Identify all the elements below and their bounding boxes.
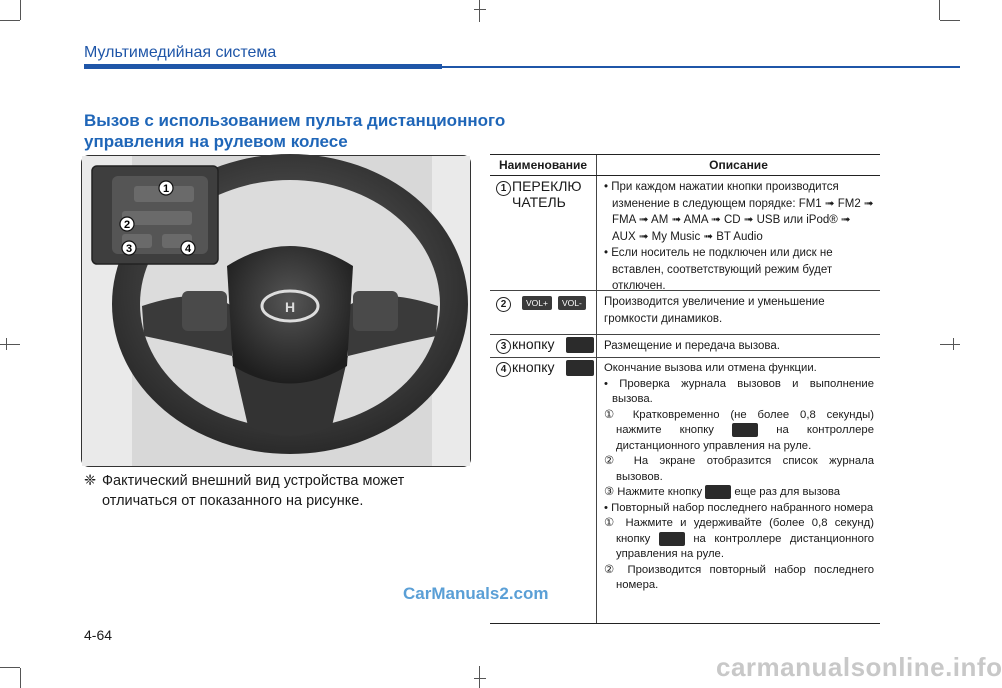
crop-mark [474, 678, 486, 679]
row-number: 2 [496, 297, 511, 312]
watermark: carmanualsonline.info [716, 652, 1002, 682]
crop-mark [940, 344, 960, 345]
caption-line: Фактический внешний вид устройства может [102, 473, 405, 489]
crop-mark [0, 344, 20, 345]
call-button-icon [732, 423, 758, 437]
crop-mark [953, 338, 954, 350]
vol-minus-icon: VOL- [558, 296, 586, 310]
crop-mark [479, 0, 480, 22]
description-text: Размещение и передача вызова. [604, 340, 780, 352]
crop-mark [940, 20, 960, 21]
crop-mark [0, 667, 20, 668]
call-button-icon [705, 485, 731, 499]
row-name: ПЕРЕКЛЮ ЧАТЕЛЬ [512, 178, 582, 210]
row-name: кнопку [512, 359, 555, 375]
description-text: Окончание вызова или отмена функции. [604, 362, 817, 374]
steering-wheel-illustration [82, 156, 470, 466]
description-step: ② На экране отобразится список журнала вызовов. [604, 455, 874, 483]
callout-label: 4 [184, 243, 192, 255]
table-row [490, 358, 880, 624]
header-title: Мультимедийная система [84, 44, 277, 61]
header-rule-thin [442, 66, 960, 68]
controls-table [490, 154, 880, 624]
crop-mark [479, 666, 480, 688]
table-row [490, 176, 880, 291]
figure-caption [84, 471, 464, 511]
header-rule [84, 64, 442, 69]
crop-mark [939, 0, 940, 20]
table-row [490, 291, 880, 335]
crop-mark [6, 338, 7, 350]
description-step: еще раз для вызова [734, 486, 841, 498]
col-description-header: Описание [709, 158, 768, 172]
call-button-icon [566, 337, 594, 353]
call-button-icon [659, 532, 685, 546]
description-step: на контроллере дистанционного управления на руле. [616, 424, 874, 452]
row-number: 4 [496, 362, 511, 377]
row-number: 3 [496, 339, 511, 354]
description-text: Производится увеличение и уменьшение громкости динамиков. [604, 296, 825, 325]
callout-label: 1 [162, 183, 170, 195]
callout-label: 3 [125, 243, 133, 255]
row-number: 1 [496, 181, 511, 196]
table-row [490, 335, 880, 358]
description-bullet: • Если носитель не подключен или диск не вставлен, соответствующий режим будет отключен. [604, 247, 833, 292]
page-number: 4-64 [84, 627, 113, 643]
callout-label: 2 [123, 219, 131, 231]
crop-mark [20, 668, 21, 688]
end-call-button-icon [566, 360, 594, 376]
crop-mark [0, 20, 20, 21]
watermark: CarManuals2.com [403, 584, 549, 603]
description-step: на контроллере дистанционного управления на руле. [616, 532, 875, 560]
section-title: Вызов с использованием пульта дистанционного управления на рулевом колесе [84, 111, 506, 151]
description-bullet: • При каждом нажатии кнопки производится изменение в следующем порядке: FM1 ➟ FM2 ➟ FMA ➟ AM ➟ AMA ➟ CD ➟ USB или iPod® ➟ AUX ➟ My Music ➟ BT Audio [604, 181, 874, 243]
crop-mark [474, 9, 486, 10]
row-name: кнопку [512, 336, 555, 352]
vol-plus-icon: VOL+ [522, 296, 552, 310]
description-step: ③ Нажмите кнопку [604, 486, 703, 498]
caption-line: отличаться от показанного на рисунке. [102, 493, 364, 509]
description-bullet: • Проверка журнала вызовов и выполнение вызова. [604, 377, 874, 405]
steering-wheel-figure [81, 155, 471, 467]
table-header [490, 154, 880, 176]
svg-text:H: H [284, 299, 296, 315]
description-bullet: • Повторный набор последнего набранного номера [604, 501, 874, 514]
description-step: ① Кратковременно (не более 0,8 секунды) нажмите кнопку [604, 408, 874, 436]
description-step: ① Нажмите и удерживайте (более 0,8 секунд) кнопку [604, 517, 874, 545]
description-step: ② Производится повторный набор последнего номера. [604, 563, 874, 591]
note-symbol: ❈ [84, 473, 97, 489]
col-name-header: Наименование [490, 155, 597, 175]
crop-mark [20, 0, 21, 20]
